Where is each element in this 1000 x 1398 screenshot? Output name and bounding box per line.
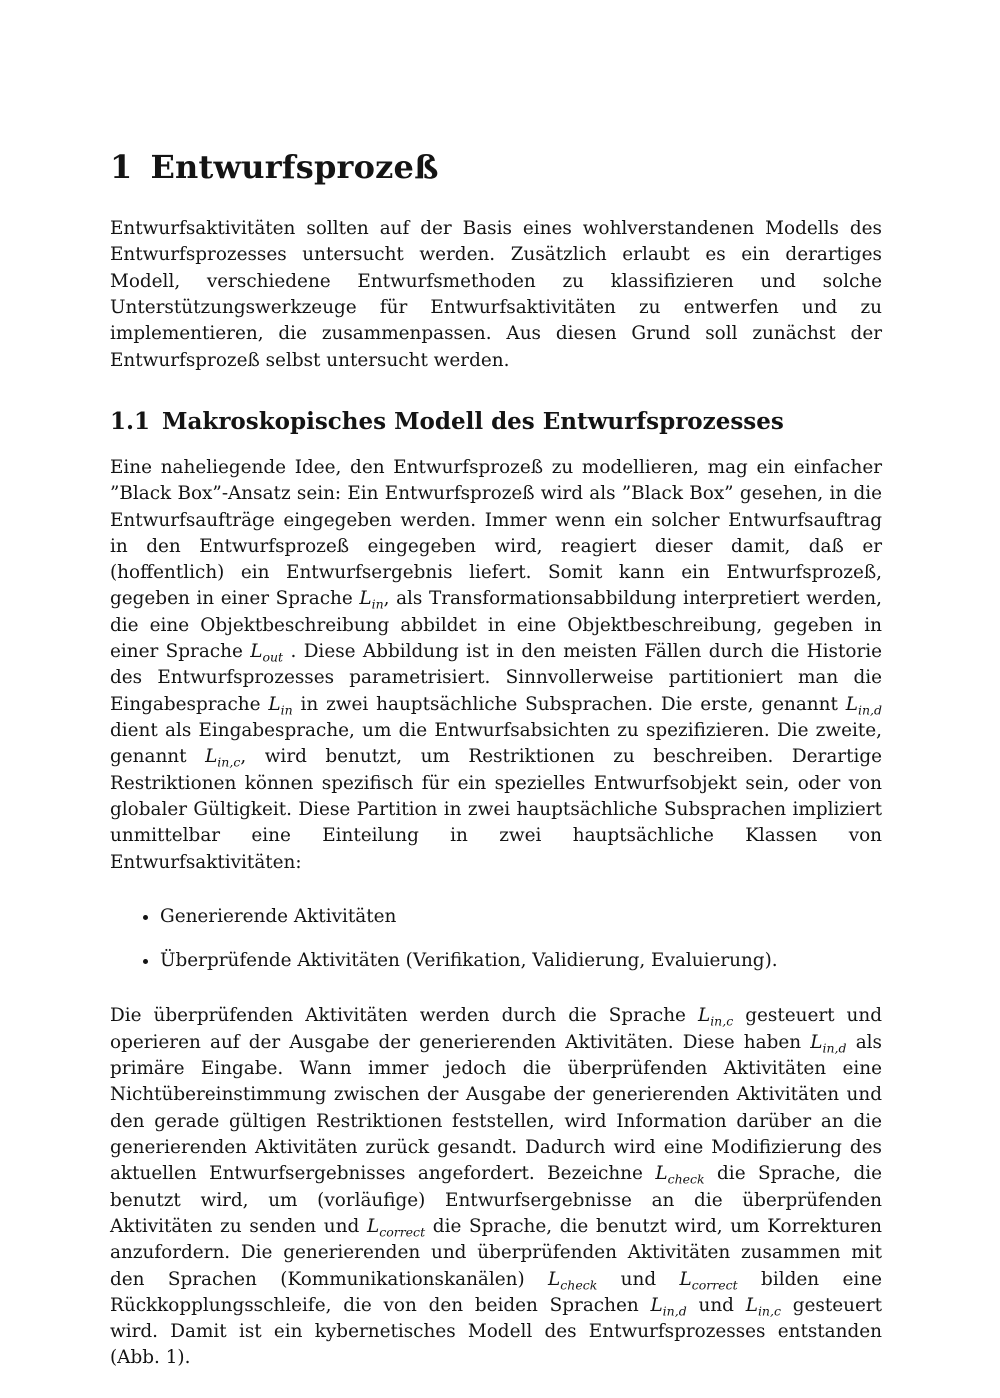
paragraph-feedback-loop: Die überprüfenden Aktivitäten werden durch die Sprache $L_{in,c}$ gesteuert und operieren auf der Ausgabe der generierenden Aktivitäten. Diese haben $L_{in,d}$ als primäre Eingabe. Wann immer jedoch die überprüfenden Aktivitäten eine Nichtübereinstimmung zwischen der Ausgabe der generierenden Aktivitäten und den gerade gültigen Restriktionen feststellen, wird Information darüber an die generierenden Aktivitäten zurück gesandt. Dadurch wird eine Modifizierung des aktuellen Entwurfsergebnisses angefordert. Bezeichne $L_{check}$ die Sprache, die benutzt wird, um (vorläufige) Entwurfsergebnisse an die überprüfenden Aktivitäten zu senden und $L_{correct}$ die Sprache, die benutzt wird, um Korrekturen anzufordern. Die generierenden und überprüfenden Aktivitäten zusammen mit den Sprachen (Kommunikationskanälen) $L_{check}$ und $L_{correct}$ bilden eine Rückkopplungsschleife, die von den beiden Sprachen $L_{in,d}$ und $L_{in,c}$ gesteuert wird. Damit ist ein kybernetisches Modell des Entwurfsprozesses entstanden (Abb. 1). (110, 1005, 883, 1369)
math-symbol: $L_{check}$ (655, 1163, 705, 1187)
bullet-checking-activities: • Überprüfende Aktivitäten (Verifikation, Validierung, Evaluierung). (160, 948, 882, 974)
paragraph-intro: Entwurfsaktivitäten sollten auf der Basis eines wohlverstandenen Modells des Entwurfsprozesses untersucht werden. Zusätzlich erlaubt es ein derartiges Modell, verschiedene Entwurfsmethoden zu klassifizieren und solche Unterstützungswerkzeuge für Entwurfsaktivitäten zu entwerfen und zu implementieren, die zusammenpassen. Aus diesen Grund soll zunächst der Entwurfsprozeß selbst untersucht werden. (110, 218, 882, 371)
bullet-generating-activities: • Generierende Aktivitäten (160, 904, 882, 930)
math-symbol: $L_{in,c}$ (745, 1294, 781, 1319)
math-symbol: $L_{correct}$ (679, 1268, 738, 1293)
math-symbol: $L_{in,d}$ (650, 1294, 687, 1319)
chapter-heading (110, 148, 882, 186)
math-symbol: $L_{in,c}$ (697, 1005, 734, 1030)
math-symbol: $L_{in,d}$ (845, 693, 882, 718)
paragraph-blackbox-model: Eine naheliegende Idee, den Entwurfsprozeß zu modellieren, mag ein einfacher ”Black Box”-Ansatz sein: Ein Entwurfsprozeß wird als ”Black Box” gesehen, in die Entwurfsaufträge eingegeben werden. Immer wenn ein solcher Entwurfsauftrag in den Entwurfsprozeß eingegeben wird, reagiert dieser damit, daß er (hoffentlich) ein Entwurfsergebnis liefert. Somit kann ein Entwurfsprozeß, gegeben in einer Sprache $L_{in}$, als Transformationsabbildung interpretiert werden, die eine Objektbeschreibung abbildet in eine Objektbeschreibung, gegeben in einer Sprache $L_{out}$ . Diese Abbildung ist in den meisten Fällen durch die Historie des Entwurfsprozesses parametrisiert. Sinnvollerweise partitioniert man die Eingabesprache $L_{in}$ in zwei hauptsächliche Subsprachen. Die erste, genannt $L_{in,d}$ dient als Eingabesprache, um die Entwurfsabsichten zu spezifizieren. Die zweite, genannt $L_{in,c}$, wird benutzt, um Restriktionen zu beschreiben. Derartige Restriktionen können spezifisch für ein spezielles Entwurfsobjekt sein, oder von globaler Gültigkeit. Diese Partition in zwei hauptsächliche Subsprachen impliziert unmittelbar eine Einteilung in zwei hauptsächliche Klassen von Entwurfsaktivitäten: (110, 456, 883, 873)
math-symbol: $L_{in,c}$ (205, 746, 241, 770)
chapter-number: 1 (110, 148, 133, 186)
chapter-title: Entwurfsprozeß (150, 148, 439, 186)
math-symbol: $L_{in}$ (268, 693, 293, 718)
activity-bullet-list (138, 904, 882, 974)
section-heading (110, 408, 882, 435)
math-symbol: $L_{check}$ (548, 1268, 598, 1293)
math-symbol: $L_{in}$ (359, 588, 384, 613)
text-block (110, 148, 882, 1372)
math-symbol: $L_{correct}$ (366, 1215, 426, 1240)
section-title: Makroskopisches Modell des Entwurfsprozesses (162, 407, 784, 435)
section-number: 1.1 (110, 407, 151, 435)
math-symbol: $L_{in,d}$ (810, 1031, 847, 1056)
math-symbol: $L_{out}$ (250, 641, 284, 665)
